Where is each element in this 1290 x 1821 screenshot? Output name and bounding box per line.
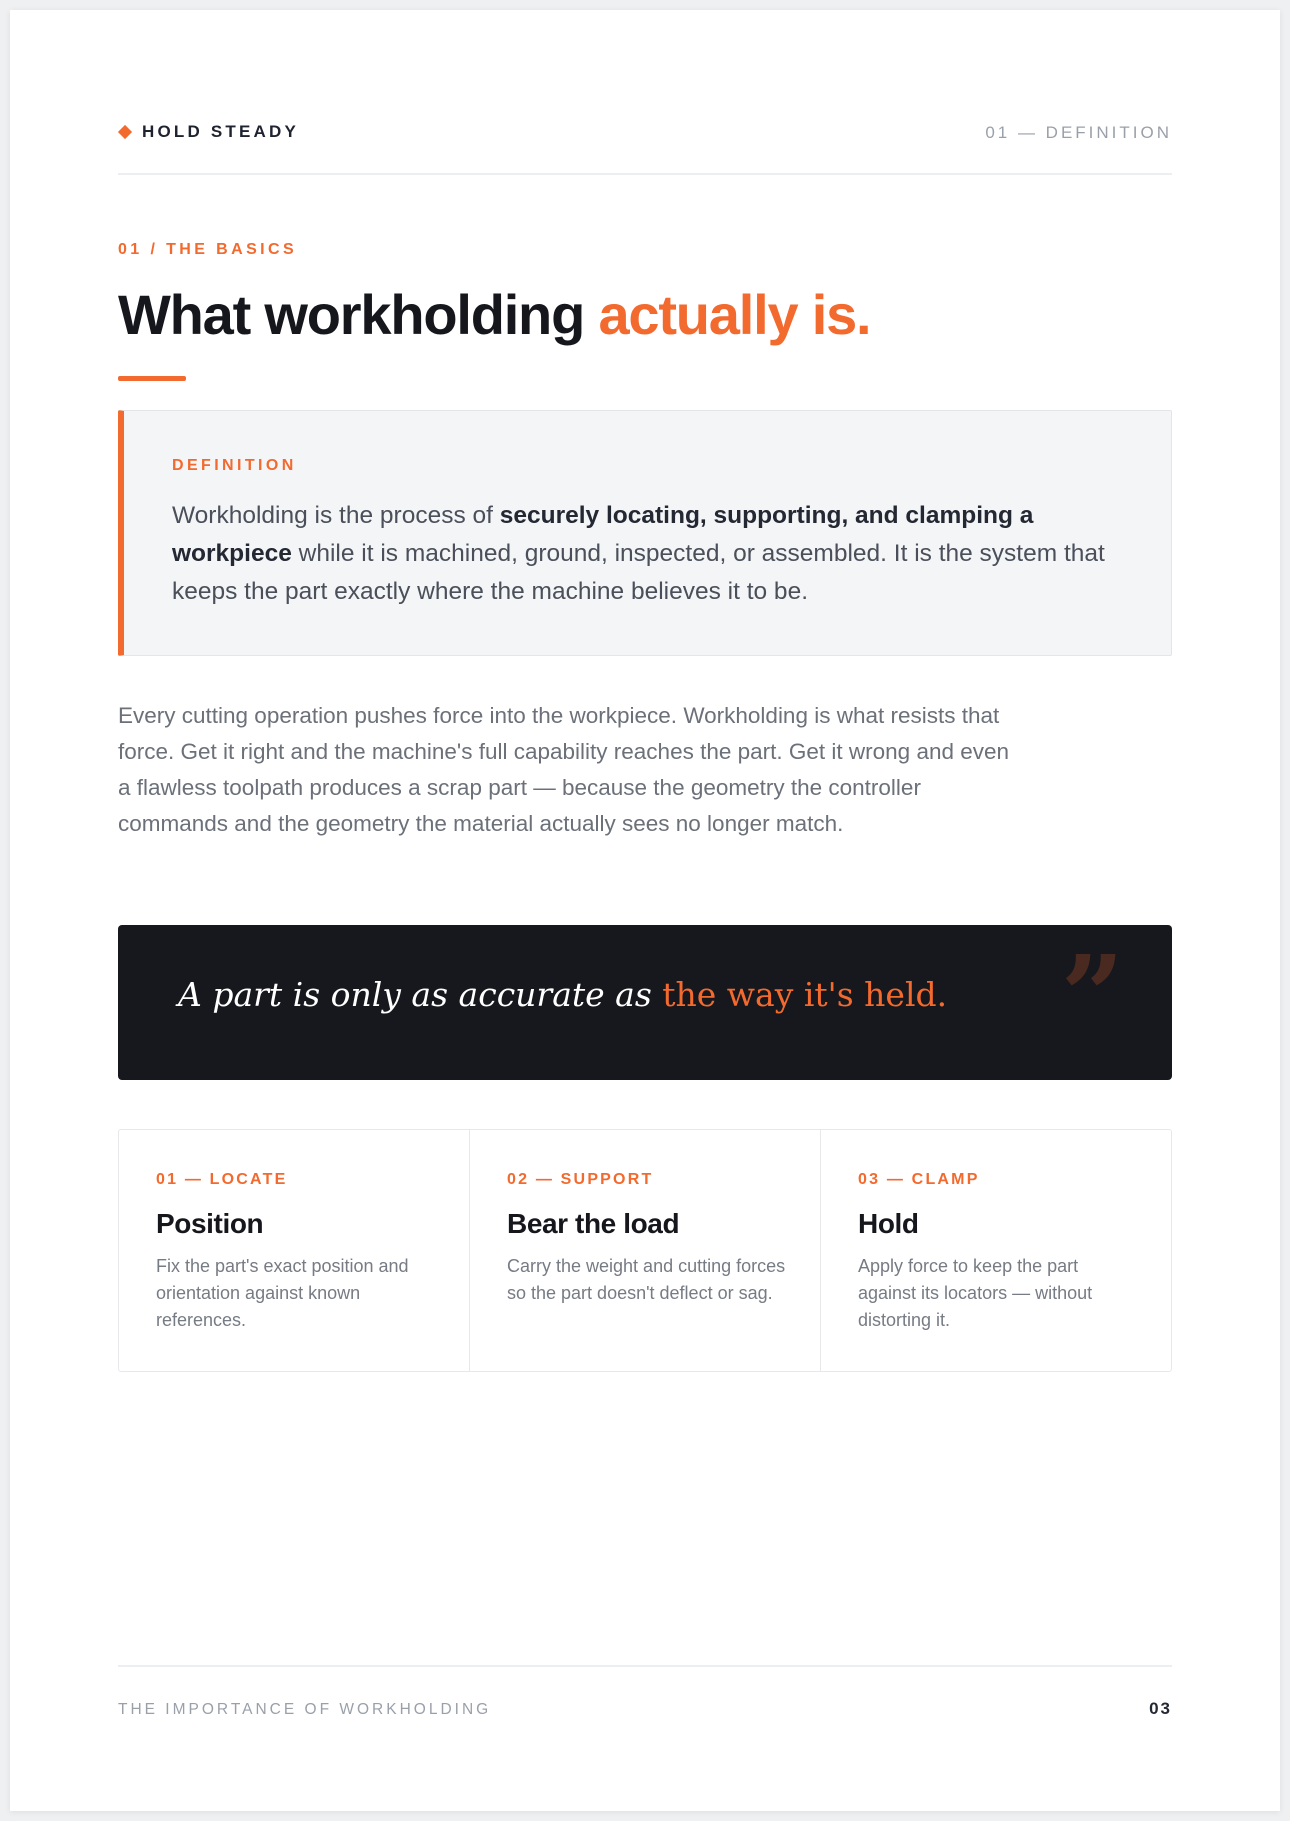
quote-text-accent: the way it's held.	[662, 975, 948, 1014]
section-eyebrow: 01 / THE BASICS	[118, 241, 298, 258]
footer-divider	[118, 1665, 1172, 1667]
section-reference: 01 — DEFINITION	[985, 123, 1172, 142]
brand-name: HOLD STEADY	[142, 122, 300, 141]
step-description: Carry the weight and cutting forces so the part doesn't deflect or sag.	[507, 1256, 786, 1303]
step-title: Position	[156, 1208, 264, 1239]
body-paragraph: Every cutting operation pushes force into the workpiece. Workholding is what resists that force. Get it right and the machine's full capability reaches the part. Get it wrong and even a flawless toolpath produces a scrap part — because the geometry the controller commands and the geometry the material actually sees no longer match.	[118, 703, 1010, 836]
definition-text	[172, 497, 1121, 611]
definition-box	[118, 410, 1172, 656]
footer-title: THE IMPORTANCE OF WORKHOLDING	[118, 1701, 492, 1718]
step-description: Apply force to keep the part against its locators — without distorting it.	[858, 1256, 1093, 1330]
quote-mark-icon: ”	[1060, 931, 1124, 1060]
step-tag: 03 — CLAMP	[858, 1171, 980, 1188]
pull-quote	[118, 925, 1172, 1080]
title-accent: actually is.	[598, 283, 871, 346]
page-content	[118, 10, 1172, 1811]
step-card-support	[470, 1130, 821, 1371]
step-card-locate	[119, 1130, 470, 1371]
step-title: Bear the load	[507, 1208, 680, 1239]
steps-grid	[118, 1129, 1172, 1372]
definition-text-start: Workholding is the process of	[172, 502, 500, 529]
step-card-clamp	[821, 1130, 1171, 1371]
definition-label: DEFINITION	[172, 457, 297, 474]
definition-text-bold: securely locating, supporting, and clamping a workpiece	[172, 502, 1034, 567]
title-underline	[118, 376, 186, 381]
quote-text-start: A part is only as accurate as	[178, 975, 663, 1014]
step-title: Hold	[858, 1208, 919, 1239]
definition-text-end: while it is machined, ground, inspected, or assembled. It is the system that keeps the part exactly where the machine believes it to be.	[172, 540, 1105, 605]
page-number: 03	[1149, 1699, 1172, 1718]
page-header	[118, 122, 1172, 150]
page	[10, 10, 1280, 1811]
quote-text	[178, 975, 947, 1014]
brand	[118, 122, 299, 142]
step-description: Fix the part's exact position and orientation against known references.	[156, 1256, 409, 1330]
page-title	[118, 280, 870, 350]
title-main: What workholding	[118, 283, 599, 346]
header-divider	[118, 173, 1172, 175]
step-tag: 02 — SUPPORT	[507, 1171, 654, 1188]
step-tag: 01 — LOCATE	[156, 1171, 288, 1188]
diamond-icon	[118, 125, 132, 139]
